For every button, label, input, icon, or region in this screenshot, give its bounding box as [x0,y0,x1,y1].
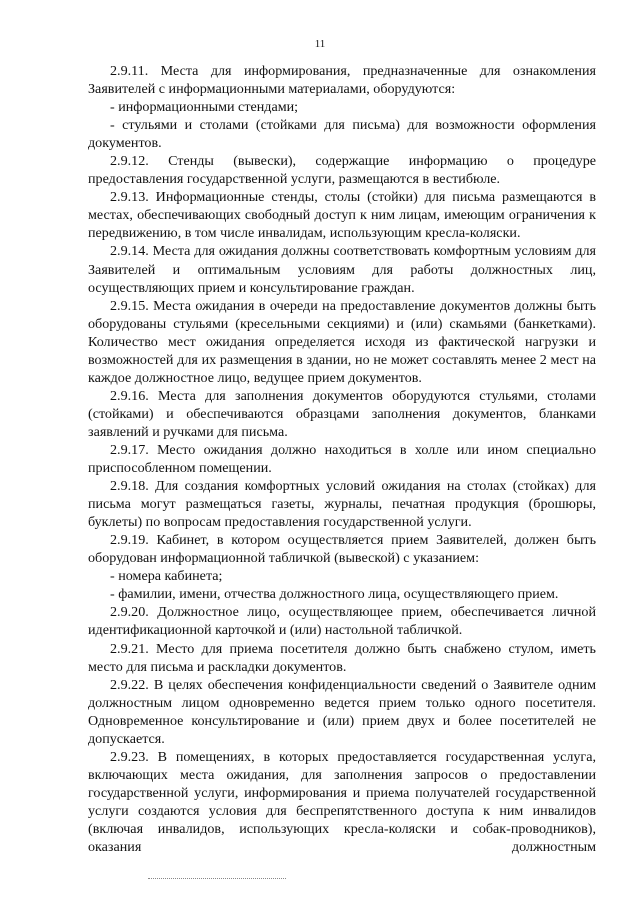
paragraph-2-9-14: 2.9.14. Места для ожидания должны соответствовать комфортным условиям для Заявителей и оптимальным условиям для работы должностных лиц, осуществляющих прием и консультирование граждан. [88,243,596,296]
list-item-room-number: - номера кабинета; [110,568,223,585]
paragraph-2-9-20: 2.9.20. Должностное лицо, осуществляющее прием, обеспечивается личной идентификационной карточкой и (или) настольной табличкой. [88,604,596,639]
paragraph-2-9-23: 2.9.23. В помещениях, в которых предоставляется государственная услуга, включающих места ожидания, для заполнения запросов о предоставлении государственной услуги, информирования и приема получателей государственной услуги создаются условия для беспрепятственного доступа к ним инвалидов (включая инвалидов, использующих кресла-коляски и собак-проводников), оказания должностным [88,748,596,856]
paragraph-2-9-17: 2.9.17. Место ожидания должно находиться в холле или ином специально приспособленном помещении. [88,441,596,477]
list-item-official-name: - фамилии, имени, отчества должностного лица, осуществляющего прием. [110,586,559,603]
paragraph-2-9-21: 2.9.21. Место для приема посетителя должно быть снабжено стулом, иметь место для письма и раскладки документов. [88,640,596,675]
paragraph-2-9-15: 2.9.15. Места ожидания в очереди на предоставление документов должны быть оборудованы стульями (кресельными секциями) и (или) скамьями (банкетками). Количество мест ожидания определяется исходя из фактической нагрузки и возможностей для их размещения в здании, но не может составлять менее 2 мест на каждое должностное лицо, ведущее прием документов. [88,297,596,386]
footer-divider [148,878,286,879]
paragraph-2-9-11: 2.9.11. Места для информирования, предназначенные для ознакомления Заявителей с информационными материалами, оборудуются: [88,63,596,98]
page-number: 11 [314,38,326,50]
document-body [88,62,596,856]
paragraph-2-9-16: 2.9.16. Места для заполнения документов оборудуются стульями, столами (стойками) и обеспечиваются образцами заполнения документов, бланками заявлений и ручками для письма. [88,387,596,440]
paragraph-2-9-22: 2.9.22. В целях обеспечения конфиденциальности сведений о Заявителе одним должностным лицом одновременно ведется прием только одного посетителя. Одновременное консультирование и (или) прием двух и более посетителей не допускается. [88,676,596,747]
list-item-info-stands: - информационными стендами; [110,99,299,116]
paragraph-2-9-13: 2.9.13. Информационные стенды, столы (стойки) для письма размещаются в местах, обеспечивающих свободный доступ к ним лицам, имеющим ограничения к передвижению, в том числе инвалидам, использующим кресла-коляски. [88,189,596,242]
paragraph-2-9-12: 2.9.12. Стенды (вывески), содержащие информацию о процедуре предоставления государственной услуги, размещаются в вестибюле. [88,153,596,188]
list-item-chairs-tables: - стульями и столами (стойками для письма) для возможности оформления документов. [88,117,596,152]
paragraph-2-9-18: 2.9.18. Для создания комфортных условий ожидания на столах (стойках) для письма могут размещаться газеты, журналы, печатная продукция (брошюры, буклеты) по вопросам предоставления государственной услуги. [88,478,596,531]
paragraph-2-9-19: 2.9.19. Кабинет, в котором осуществляется прием Заявителей, должен быть оборудован информационной табличкой (вывеской) с указанием: [88,532,596,567]
